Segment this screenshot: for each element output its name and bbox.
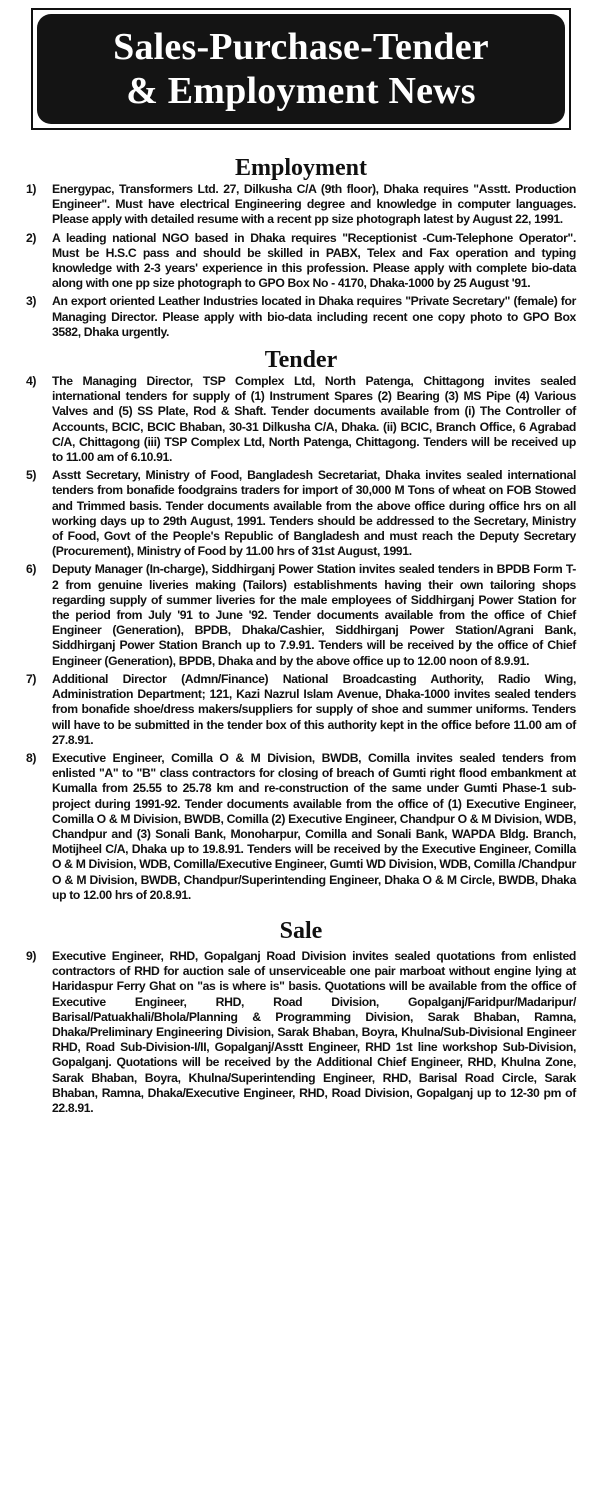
listing-text: The Managing Director, TSP Complex Ltd, North Patenga, Chittagong invites sealed international tenders for supply of (1) Instrument Spares (2) Bearing (3) MS Pipe (4) Various Valves and (5) SS Plate, Rod & Shaft. Tender documents available from (i) The Controller of Accounts, BCIC, BCIC Bhaban, 30-31 Dilkusha C/A, Dhaka. (ii) BCIC, Branch Office, 6 Agrabad C/A, Chittagong (iii) TSP Complex Ltd, North Patenga, Chittagong. Tenders will be received up to 11.00 am of 6.10.91. xyxy=(52,374,576,465)
listing-text: An export oriented Leather Industries located in Dhaka requires "Private Secretary" (female) for Managing Director. Please apply with bio-data including recent one copy photo to GPO Box 3582, Dhaka urgently. xyxy=(52,294,576,339)
listing-text: Executive Engineer, Comilla O & M Division, BWDB, Comilla invites sealed tenders from enlisted "A" to "B" class contractors for closing of breach of Gumti right flood embankment at Kumalla from 25.55 to 25.78 km and re-construction of the same under Gumti Phase-1 sub-project during 1991-92. Tender documents available from the office of (1) Executive Engineer, Comilla O & M Division, BWDB, Comilla (2) Executive Engineer, Chandpur O & M Division, WDB, Chandpur and (3) Sonali Bank, Monoharpur, Comilla and Sonali Bank, WAPDA Bldg. Branch, Motijheel C/A, Dhaka up to 19.8.91. Tenders will be received by the Executive Engineer, Comilla O & M Division, WDB, Comilla/Executive Engineer, Gumti WD Division, WDB, Comilla /Chandpur O & M Division, BWDB, Chandpur/Superintending Engineer, Dhaka O & M Circle, BWDB, Dhaka up to 12.00 hrs of 20.8.91. xyxy=(52,750,576,902)
listing-item xyxy=(26,374,576,465)
masthead-title-line-2: & Employment News xyxy=(126,70,476,112)
listing-number: 1) xyxy=(26,182,37,196)
listing-number: 5) xyxy=(26,468,37,483)
section-heading-tender: Tender xyxy=(264,347,338,374)
listing-item xyxy=(26,182,576,228)
listing-text: Additional Director (Admn/Finance) National Broadcasting Authority, Radio Wing, Administration Department; 121, Kazi Nazrul Islam Avenue, Dhaka-1000 invites sealed tenders from bonafide shoe/dress makers/suppliers for supply of shoe and summer uniforms. Tenders will have to be submitted in the tender box of this authority kept in the office before 11.00 am of 27.8.91. xyxy=(52,671,576,747)
listing-item xyxy=(26,562,576,668)
listing-item xyxy=(26,751,576,903)
listing-item xyxy=(26,294,576,340)
listing-number: 8) xyxy=(26,750,37,765)
listing-number: 9) xyxy=(26,948,37,963)
masthead-title-line-1: Sales-Purchase-Tender xyxy=(113,26,489,68)
listing-number: 6) xyxy=(26,562,37,577)
listing-number: 7) xyxy=(26,671,37,686)
listing-number: 4) xyxy=(26,374,37,389)
listing-item xyxy=(26,468,576,559)
listing-text: Deputy Manager (In-charge), Siddhirganj Power Station invites sealed tenders in BPDB Form T-2 from genuine liveries making (Tailors) establishments having their own tailoring shops regarding supply of summer liveries for the male employees of Siddhirganj Power Station for the period from July '91 to June '92. Tender documents available from the office of Chief Engineer (Generation), BPDB, Dhaka/Cashier, Siddhirganj Power Station/Agrani Bank, Siddhirganj Power Station Branch up to 7.9.91. Tenders will be received by the office of Chief Engineer (Generation), BPDB, Dhaka and by the above office up to 12.00 noon of 8.9.91. xyxy=(52,562,576,668)
listing-text: Executive Engineer, RHD, Gopalganj Road Division invites sealed quotations from enlisted contractors of RHD for auction sale of unserviceable one pair marboat without engine lying at Haridaspur Ferry Ghat on "as is where is" basis. Quotations will be available from the office of Executive Engineer, RHD, Road Division, Gopalganj/Faridpur/Madaripur/ Barisal/Patuakhali/Bhola/Planning & Programming Division, Sarak Bhaban, Ramna, Dhaka/Preliminary Engineering Division, Sarak Bhaban, Boyra, Khulna/Sub-Divisional Engineer RHD, Road Sub-Division-I/II, Gopalganj/Asstt Engineer, RHD 1st line workshop Sub-Division, Gopalganj. Quotations will be received by the Additional Chief Engineer, RHD, Khulna Zone, Sarak Bhaban, Boyra, Khulna/Superintending Engineer, RHD, Barisal Road Circle, Sarak Bhaban, Ramna, Dhaka/Executive Engineer, RHD, Road Division, Gopalganj up to 12-30 pm of 22.8.91. xyxy=(52,948,576,1115)
listing-item xyxy=(26,949,576,1116)
listing-number: 2) xyxy=(26,230,37,245)
masthead-frame xyxy=(31,8,571,130)
listing-number: 3) xyxy=(26,294,37,309)
listing-item xyxy=(26,231,576,292)
listing-text: Asstt Secretary, Ministry of Food, Bangladesh Secretariat, Dhaka invites sealed international tenders from bonafide foodgrains traders for import of 30,000 M Tons of wheat on FOB Stowed and Trimmed basis. Tender documents available from the above office during office hrs on all working days up to 29th August, 1991. Tenders should be addressed to the Secretary, Ministry of Food, Govt of the People's Republic of Bangladesh and must reach the Deputy Secretary (Procurement), Ministry of Food by 11.00 hrs of 31st August, 1991. xyxy=(52,468,576,559)
listing-text: Energypac, Transformers Ltd. 27, Dilkusha C/A (9th floor), Dhaka requires "Asstt. Production Engineer". Must have electrical Engineering degree and knowledge in computer languages. Please apply with detailed resume with a recent pp size photograph latest by August 22, 1991. xyxy=(52,182,576,227)
listing-text: A leading national NGO based in Dhaka requires "Receptionist -Cum-Telephone Operator". Must be H.S.C pass and should be skilled in PABX, Telex and Fax operation and typing knowledge with 2-3 years' experience in this profession. Please apply with complete bio-data along with one pp size photograph to GPO Box No - 4170, Dhaka-1000 by 25 August '91. xyxy=(52,230,576,291)
listing-item xyxy=(26,672,576,748)
section-heading-employment: Employment xyxy=(235,155,367,181)
masthead-banner xyxy=(37,14,565,124)
section-heading-sale: Sale xyxy=(279,917,323,944)
